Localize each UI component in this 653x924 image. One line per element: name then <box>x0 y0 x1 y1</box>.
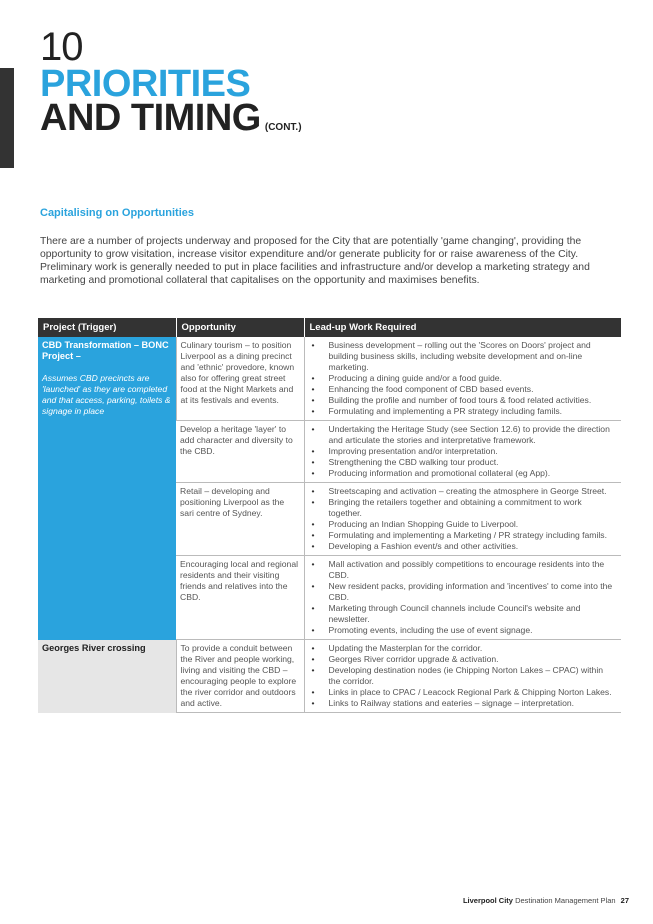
project-title: CBD Transformation – BONC Project – <box>42 340 169 361</box>
col-header-opportunity: Opportunity <box>176 318 304 337</box>
list-item: • Streetscaping and activation – creating the atmosphere in George Street. <box>309 486 618 497</box>
section-heading: Capitalising on Opportunities <box>40 207 194 219</box>
page-number: 27 <box>620 896 629 905</box>
page-title-line2-text: AND TIMING <box>40 97 261 139</box>
priorities-table <box>38 318 621 713</box>
list-item: • Georges River corridor upgrade & activation. <box>309 654 618 665</box>
opportunity-cell: Encouraging local and regional residents and their visiting friends and relatives into the CBD. <box>176 556 304 640</box>
list-item: • Strengthening the CBD walking tour product. <box>309 457 618 468</box>
list-item: • Producing a dining guide and/or a food guide. <box>309 373 618 384</box>
list-item: • Improving presentation and/or interpretation. <box>309 446 618 457</box>
page-header <box>40 25 302 146</box>
list-item: • Bringing the retailers together and obtaining a commitment to work together. <box>309 497 618 519</box>
page-title-line1: PRIORITIES <box>40 63 251 105</box>
list-item: • Producing an Indian Shopping Guide to Liverpool. <box>309 519 618 530</box>
list-item: • Formulating and implementing a PR strategy including famils. <box>309 406 618 417</box>
col-header-work: Lead-up Work Required <box>304 318 621 337</box>
list-item: • Developing destination nodes (ie Chipping Norton Lakes – CPAC) within the corridor. <box>309 665 618 687</box>
intro-paragraph: There are a number of projects underway and proposed for the City that are potentially 'game changing', providing the opportunity to grow visitation, increase visitor expenditure and/or generate publicity for or raise awareness of the City. Preliminary work is generally needed to put in place facilities and infrastructure and/or develop a marketing strategy and marketing and promotional collateral that capitalises on the opportunity and maximises benefits. <box>40 236 590 286</box>
page-title-line2 <box>40 97 302 146</box>
work-cell <box>304 640 621 713</box>
project-cell <box>38 640 176 713</box>
list-item: • New resident packs, providing information and 'incentives' to come into the CBD. <box>309 581 618 603</box>
list-item: • Producing information and promotional collateral (eg App). <box>309 468 618 479</box>
opportunity-cell: Retail – developing and positioning Liverpool as the sari centre of Sydney. <box>176 483 304 556</box>
project-note: Assumes CBD precincts are 'launched' as they are completed and that access, parking, toilets & signage in place <box>42 373 171 416</box>
table-row <box>38 337 621 421</box>
footer-doc-title: Destination Management Plan <box>515 896 616 905</box>
list-item: • Links to Railway stations and eateries – signage – interpretation. <box>309 698 618 709</box>
work-list <box>309 340 618 417</box>
list-item: • Enhancing the food component of CBD based events. <box>309 384 618 395</box>
list-item: • Mall activation and possibly competitions to encourage residents into the CBD. <box>309 559 618 581</box>
work-list <box>309 486 618 552</box>
opportunity-cell: Develop a heritage 'layer' to add character and diversity to the CBD. <box>176 421 304 483</box>
project-cell <box>38 337 176 640</box>
work-cell <box>304 483 621 556</box>
list-item: • Building the profile and number of food tours & food related activities. <box>309 395 618 406</box>
work-cell <box>304 556 621 640</box>
opportunity-cell: Culinary tourism – to position Liverpool as a dining precinct and 'ethnic' provedore, known also for offering great street food at the Night Markets and at its festivals and events. <box>176 337 304 421</box>
side-tab-marker <box>0 68 14 168</box>
list-item: • Updating the Masterplan for the corridor. <box>309 643 618 654</box>
work-list <box>309 424 618 479</box>
section-number: 10 <box>40 25 83 69</box>
list-item: • Undertaking the Heritage Study (see Section 12.6) to provide the direction and articulate the stories and interpretative framework. <box>309 424 618 446</box>
work-cell <box>304 421 621 483</box>
list-item: • Developing a Fashion event/s and other activities. <box>309 541 618 552</box>
table-row <box>38 640 621 713</box>
list-item: • Promoting events, including the use of event signage. <box>309 625 618 636</box>
list-item: • Formulating and implementing a Marketing / PR strategy including famils. <box>309 530 618 541</box>
opportunity-cell: To provide a conduit between the River and people working, living and visiting the CBD – encouraging people to explore the river corridor and outdoors and active. <box>176 640 304 713</box>
list-item: • Links in place to CPAC / Leacock Regional Park & Chipping Norton Lakes. <box>309 687 618 698</box>
list-item: • Marketing through Council channels include Council's website and newsletter. <box>309 603 618 625</box>
work-list <box>309 559 618 636</box>
list-item: • Business development – rolling out the 'Scores on Doors' project and building business skills, including website development and on-line marketing. <box>309 340 618 373</box>
project-title: Georges River crossing <box>42 642 146 653</box>
table-header-row <box>38 318 621 337</box>
page-footer <box>463 896 629 905</box>
table-body <box>38 337 621 713</box>
continued-label: (CONT.) <box>264 122 302 133</box>
work-cell <box>304 337 621 421</box>
work-list <box>309 643 618 709</box>
footer-brand: Liverpool City <box>462 896 513 905</box>
col-header-project: Project (Trigger) <box>38 318 176 337</box>
